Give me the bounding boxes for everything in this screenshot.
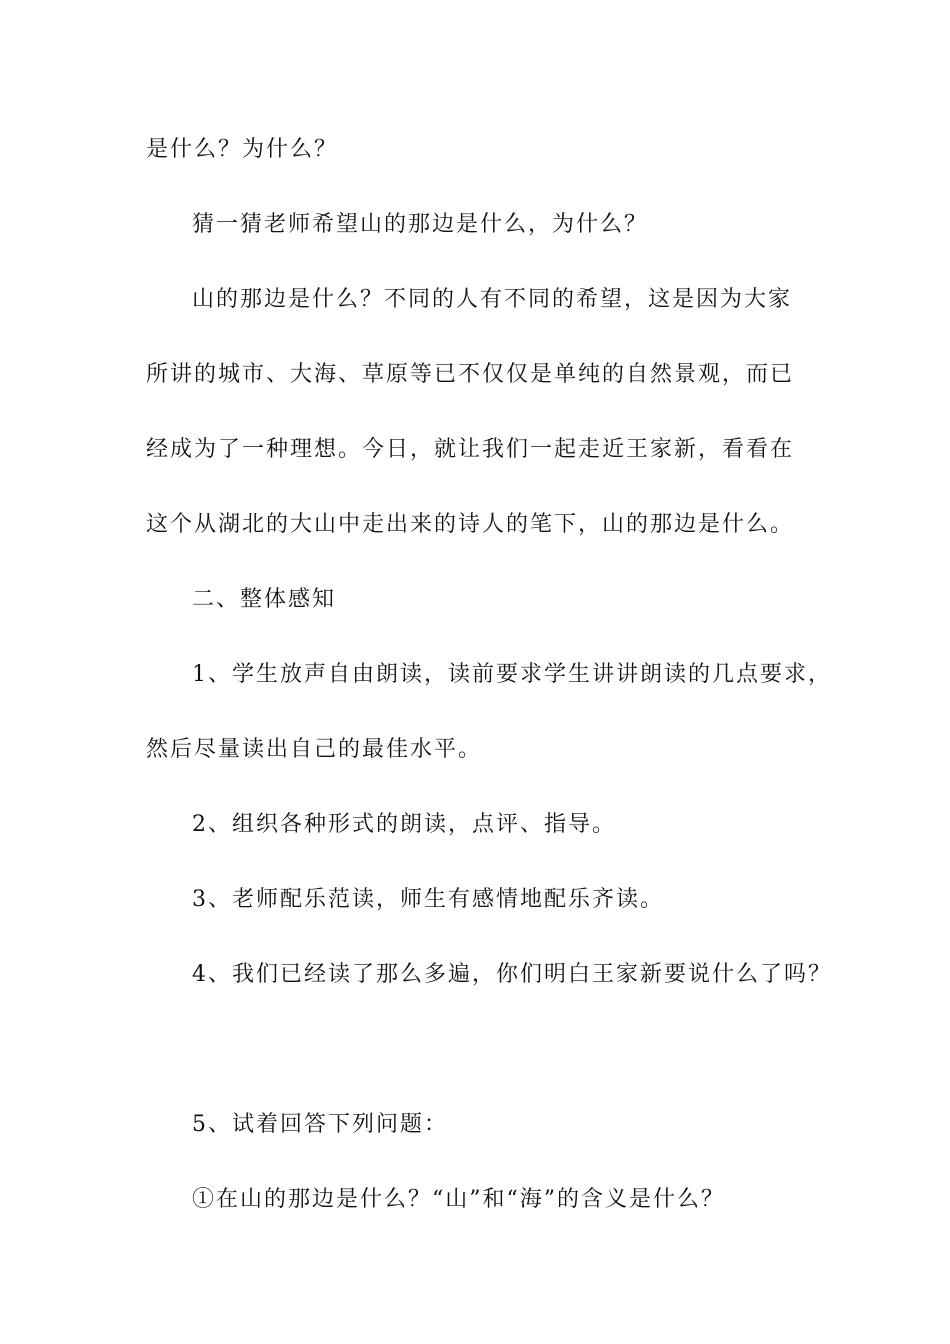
- text-line: 山的那边是什么？不同的人有不同的希望，这是因为大家: [192, 287, 793, 312]
- text-line: 所讲的城市、大海、草原等已不仅仅是单纯的自然景观，而已: [146, 362, 795, 387]
- text-line: 然后尽量读出自己的最佳水平。: [146, 737, 483, 762]
- list-item: 2、组织各种形式的朗读，点评、指导。: [192, 812, 616, 837]
- list-item: 1、学生放声自由朗读，读前要求学生讲讲朗读的几点要求，: [192, 662, 832, 687]
- section-heading: 二、整体感知: [192, 587, 337, 612]
- list-item: 4、我们已经读了那么多遍，你们明白王家新要说什么了吗？: [192, 962, 832, 987]
- text-line: 经成为了一种理想。今日，就让我们一起走近王家新，看看在: [146, 437, 795, 462]
- list-item: ①在山的那边是什么？“山”和“海”的含义是什么？: [192, 1187, 725, 1212]
- list-item: 5、试着回答下列问题：: [192, 1112, 448, 1137]
- text-line: 是什么？为什么？: [146, 137, 339, 162]
- list-item: 3、老师配乐范读，师生有感情地配乐齐读。: [192, 887, 664, 912]
- text-line: 这个从湖北的大山中走出来的诗人的笔下，山的那边是什么。: [146, 512, 795, 537]
- text-line: 猜一猜老师希望山的那边是什么，为什么？: [192, 212, 649, 237]
